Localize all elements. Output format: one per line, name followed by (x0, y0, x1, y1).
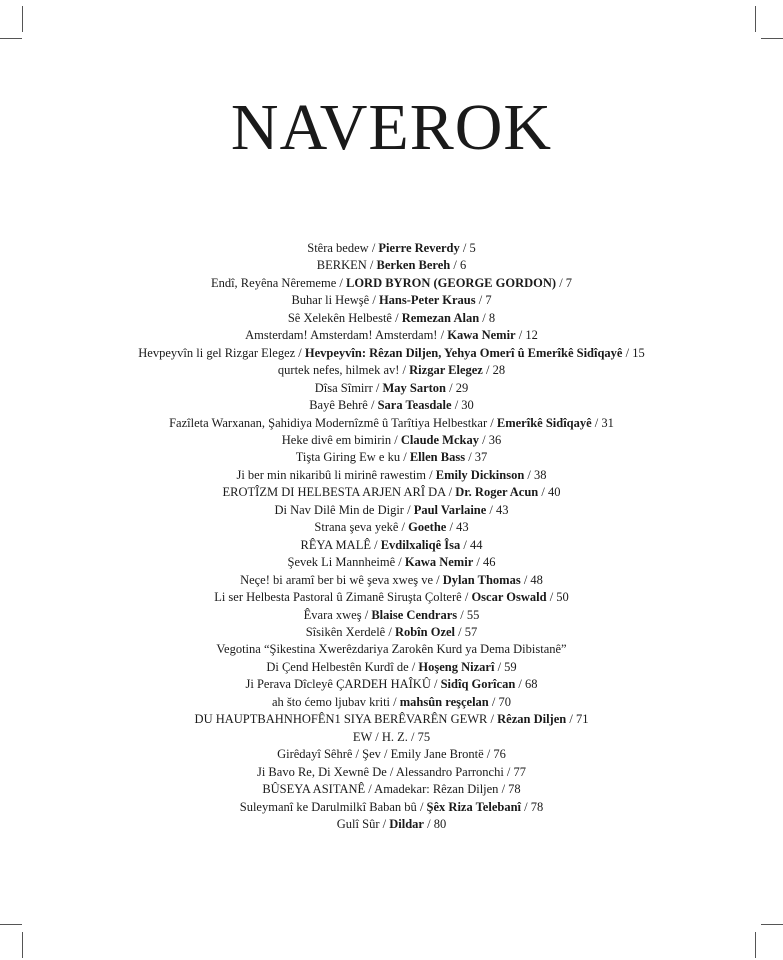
toc-entry-title: EROTÎZM DI HELBESTA ARJEN ARÎ DA (222, 485, 446, 500)
toc-entry-page: 6 (459, 258, 467, 273)
toc-entry-page: 29 (455, 380, 469, 395)
toc-entry-author: mahsûn reşçelan (399, 694, 489, 709)
toc-entry: Neçe! bi aramî ber bi wê şeva xweş ve / Dylan Thomas / 48 (240, 572, 543, 587)
toc-entry-title: Şevek Li Mannheimê (287, 555, 396, 570)
toc-entry: Fazîleta Warxanan, Şahidiya Modernîzmê û Tarîtiya Helbestkar / Emerîkê Sidîqayê / 31 (169, 415, 614, 430)
toc-entry: Bayê Behrê / Sara Teasdale / 30 (309, 398, 474, 413)
toc-entry-page: 59 (504, 659, 517, 674)
toc-entry-page: 43 (496, 502, 509, 517)
toc-entry-author: Rizgar Elegez (409, 363, 483, 378)
toc-entry-title: Stêra bedew (307, 241, 369, 255)
toc-entry-title: Strana şeva yekê (314, 520, 399, 535)
toc-entry-author: May Sarton (382, 380, 447, 395)
toc-entry: Şevek Li Mannheimê / Kawa Nemir / 46 (287, 555, 496, 570)
toc-entry-author: LORD BYRON (GEORGE GORDON) (345, 275, 557, 290)
toc-entry-title: Êvara xweş (303, 607, 362, 622)
toc-entry-title: Ji Perava Dîcleyê ÇARDEH HAÎKÛ (245, 677, 431, 692)
toc-entry: Sê Xelekên Helbestê / Remezan Alan / 8 (287, 310, 496, 325)
crop-mark (755, 6, 756, 32)
toc-entry-title: Hevpeyvîn li gel Rizgar Elegez (138, 345, 296, 360)
crop-mark (761, 38, 783, 39)
page-title: NAVEROK (230, 91, 553, 164)
toc-entry-page: 75 (417, 729, 431, 744)
toc-entry-page: 40 (547, 485, 561, 500)
toc-entry-page: 71 (575, 712, 589, 727)
crop-mark (761, 924, 783, 925)
toc-entry: Di Çend Helbestên Kurdî de / Hoşeng Nizarî / 59 (266, 659, 517, 674)
toc-entry: Hevpeyvîn li gel Rizgar Elegez / Hevpeyvîn: Rêzan Diljen, Yehya Omerî û Emerîkê Sidîqayê / 15 (138, 345, 645, 360)
toc-entry (0, 641, 783, 658)
toc-entry-page: 8 (488, 310, 496, 325)
toc-entry-page: 80 (433, 816, 447, 831)
toc-entry-page: 50 (556, 590, 569, 605)
toc-entry-author: Claude Mckay (400, 432, 479, 447)
toc-entry-title: Suleymanî ke Darulmilkî Baban bû (239, 799, 417, 814)
toc-entry-title: Sê Xelekên Helbestê (287, 310, 392, 325)
toc-entry-author: Emerîkê Sidîqayê (496, 415, 592, 430)
toc-entry-page: 38 (534, 467, 547, 482)
toc-entry-page: 78 (508, 782, 521, 797)
toc-entry-author: Pierre Reverdy (378, 241, 460, 255)
toc-entry-author: Oscar Oswald (471, 590, 547, 605)
toc-entry-title: Neçe! bi aramî ber bi wê şeva xweş ve (240, 572, 434, 587)
toc-entry-title: Vegotina “Şikestina Xwerêzdariya Zarokên Kurd ya Dema Dibistanê” (216, 642, 567, 657)
toc-entry-author: Rêzan Diljen (497, 712, 567, 727)
toc-entry-page: 48 (530, 572, 543, 587)
toc-entry-title: Di Çend Helbestên Kurdî de (266, 659, 409, 674)
toc-entry-page: 37 (474, 450, 488, 465)
toc-entry-title: Girêdayî Sêhrê / Şev / Emily Jane Brontë (277, 747, 484, 762)
toc-entry: Strana şeva yekê / Goethe / 43 (314, 520, 469, 535)
toc-entry-title: ah što ćemo ljubav kriti (271, 694, 391, 709)
toc-entry-title: DU HAUPTBAHNHOFÊN1 SIYA BERÊVARÊN GEWR (194, 712, 488, 727)
toc-entry-page: 68 (525, 677, 538, 692)
toc-entry-title: Ji Bavo Re, Di Xewnê De / Alessandro Parronchi (256, 764, 504, 779)
toc-entry-author: Goethe (408, 520, 447, 535)
toc-entry-title: Heke divê em bimirin (281, 432, 392, 447)
toc-entry: Li ser Helbesta Pastoral û Zimanê Siruşta Çolterê / Oscar Oswald / 50 (214, 590, 569, 605)
toc-entry: ah što ćemo ljubav kriti / mahsûn reşçelan / 70 (271, 694, 511, 709)
toc-entry-page: 28 (492, 363, 506, 378)
toc-entry-author: Blaise Cendrars (371, 607, 458, 622)
table-of-contents (0, 240, 783, 833)
toc-entry-author: Dildar (389, 816, 424, 831)
toc-entry-author: Kawa Nemir (404, 555, 474, 570)
toc-entry-title: Dîsa Sîmirr (314, 380, 373, 395)
toc-entry-author: Dr. Roger Acun (455, 485, 539, 500)
toc-entry-page: 12 (525, 328, 538, 343)
toc-entry-page: 36 (488, 432, 502, 447)
toc-entry-title: EW / H. Z. (352, 729, 408, 744)
toc-entry-page: 44 (470, 537, 483, 552)
toc-entry-author: Hoşeng Nizarî (418, 659, 495, 674)
toc-entry-title: Tişta Giring Ew e ku (295, 450, 401, 465)
toc-entry: EROTÎZM DI HELBESTA ARJEN ARÎ DA / Dr. Roger Acun / 40 (222, 485, 561, 500)
toc-entry-author: Şêx Riza Telebanî (426, 799, 522, 814)
toc-entry-title: Bayê Behrê (309, 398, 368, 413)
toc-entry-author: Emily Dickinson (435, 467, 525, 482)
toc-entry: Êvara xweş / Blaise Cendrars / 55 (303, 607, 480, 622)
toc-entry-title: Li ser Helbesta Pastoral û Zimanê Siruşta Çolterê (214, 590, 462, 605)
toc-entry: Heke divê em bimirin / Claude Mckay / 36 (281, 432, 502, 447)
toc-entry-author: Robîn Ozel (394, 624, 456, 639)
toc-entry: Ji Perava Dîcleyê ÇARDEH HAÎKÛ / Sidîq Gorîcan / 68 (245, 677, 538, 692)
toc-entry-page: 43 (456, 520, 469, 535)
toc-entry: Ji ber min nikaribû li mirinê rawestim / Emily Dickinson / 38 (236, 467, 547, 482)
toc-entry: qurtek nefes, hilmek av! / Rizgar Elegez / 28 (277, 363, 506, 378)
toc-entry-author: Remezan Alan (401, 310, 480, 325)
toc-entry-author: Kawa Nemir (447, 328, 516, 343)
toc-entry-author: Sidîq Gorîcan (440, 677, 516, 692)
toc-entry-title: Buhar li Hewşê (291, 293, 370, 308)
toc-entry-page: 7 (565, 275, 573, 290)
toc-entry-author: Hevpeyvîn: Rêzan Diljen, Yehya Omerî û Emerîkê Sidîqayê (304, 345, 623, 360)
toc-entry-page: 78 (530, 799, 544, 814)
toc-entry: Amsterdam! Amsterdam! Amsterdam! / Kawa Nemir / 12 (245, 328, 538, 343)
toc-entry-title: RÊYA MALÊ (300, 537, 371, 552)
toc-entry: DU HAUPTBAHNHOFÊN1 SIYA BERÊVARÊN GEWR / Rêzan Diljen / 71 (194, 712, 589, 727)
toc-entry-author: Ellen Bass (409, 450, 466, 465)
toc-entry: Girêdayî Sêhrê / Şev / Emily Jane Brontë / 76 (277, 747, 506, 762)
toc-entry-title: Ji ber min nikaribû li mirinê rawestim (236, 467, 426, 482)
toc-entry: BERKEN / Berken Bereh / 6 (316, 258, 467, 273)
toc-entry: RÊYA MALÊ / Evdilxaliqê Îsa / 44 (300, 537, 483, 552)
toc-entry: EW / H. Z. / 75 (352, 729, 431, 744)
crop-mark (22, 932, 23, 958)
crop-mark (755, 932, 756, 958)
toc-entry: Suleymanî ke Darulmilkî Baban bû / Şêx Riza Telebanî / 78 (239, 799, 544, 814)
toc-entry-page: 31 (601, 415, 614, 430)
toc-entry-title: qurtek nefes, hilmek av! (277, 363, 400, 378)
toc-entry-author: Sara Teasdale (377, 398, 452, 413)
toc-entry: Sîsikên Xerdelê / Robîn Ozel / 57 (305, 624, 478, 639)
toc-entry-title: BÛSEYA ASITANÊ / Amadekar: Rêzan Diljen (262, 782, 499, 797)
toc-entry-title: Amsterdam! Amsterdam! Amsterdam! (245, 328, 438, 343)
toc-entry: Endî, Reyêna Nêrememe / LORD BYRON (GEORGE GORDON) / 7 (210, 275, 573, 290)
toc-entry: Ji Bavo Re, Di Xewnê De / Alessandro Parronchi / 77 (256, 764, 527, 779)
toc-entry-author: Berken Bereh (376, 258, 451, 273)
toc-entry: BÛSEYA ASITANÊ / Amadekar: Rêzan Diljen / 78 (262, 782, 521, 797)
toc-entry-author: Evdilxaliqê Îsa (380, 537, 461, 552)
toc-entry-page: 70 (498, 694, 511, 709)
toc-entry: Tişta Giring Ew e ku / Ellen Bass / 37 (295, 450, 488, 465)
toc-entry-page: 30 (461, 398, 474, 413)
toc-entry: Buhar li Hewşê / Hans-Peter Kraus / 7 (291, 293, 492, 308)
toc-entry-page: 46 (482, 555, 496, 570)
toc-entry-title: Di Nav Dilê Min de Digir (274, 502, 404, 517)
toc-entry-page: 55 (466, 607, 480, 622)
crop-mark (0, 924, 22, 925)
crop-mark (0, 38, 22, 39)
toc-entry-author: Paul Varlaine (413, 502, 487, 517)
toc-entry-page: 76 (493, 747, 506, 762)
toc-entry-title: Fazîleta Warxanan, Şahidiya Modernîzmê û Tarîtiya Helbestkar (169, 415, 488, 430)
toc-entry-page: 77 (513, 764, 527, 779)
toc-entry-page: 5 (469, 241, 476, 255)
toc-entry: Di Nav Dilê Min de Digir / Paul Varlaine / 43 (274, 502, 509, 517)
toc-entry-page: 15 (632, 345, 645, 360)
toc-entry: Dîsa Sîmirr / May Sarton / 29 (314, 380, 469, 395)
toc-entry-page: 57 (464, 624, 478, 639)
toc-entry-page: 7 (485, 293, 492, 308)
toc-entry-title: Gulî Sûr (336, 816, 380, 831)
toc-entry-title: BERKEN (316, 258, 367, 273)
toc-entry: Stêra bedew / Pierre Reverdy / 5 (307, 241, 476, 255)
toc-entry-author: Dylan Thomas (442, 572, 521, 587)
toc-entry-title: Sîsikên Xerdelê (305, 624, 386, 639)
toc-entry-author: Hans-Peter Kraus (378, 293, 476, 308)
crop-mark (22, 6, 23, 32)
toc-entry-title: Endî, Reyêna Nêrememe (210, 275, 337, 290)
toc-entry: Gulî Sûr / Dildar / 80 (336, 816, 447, 831)
